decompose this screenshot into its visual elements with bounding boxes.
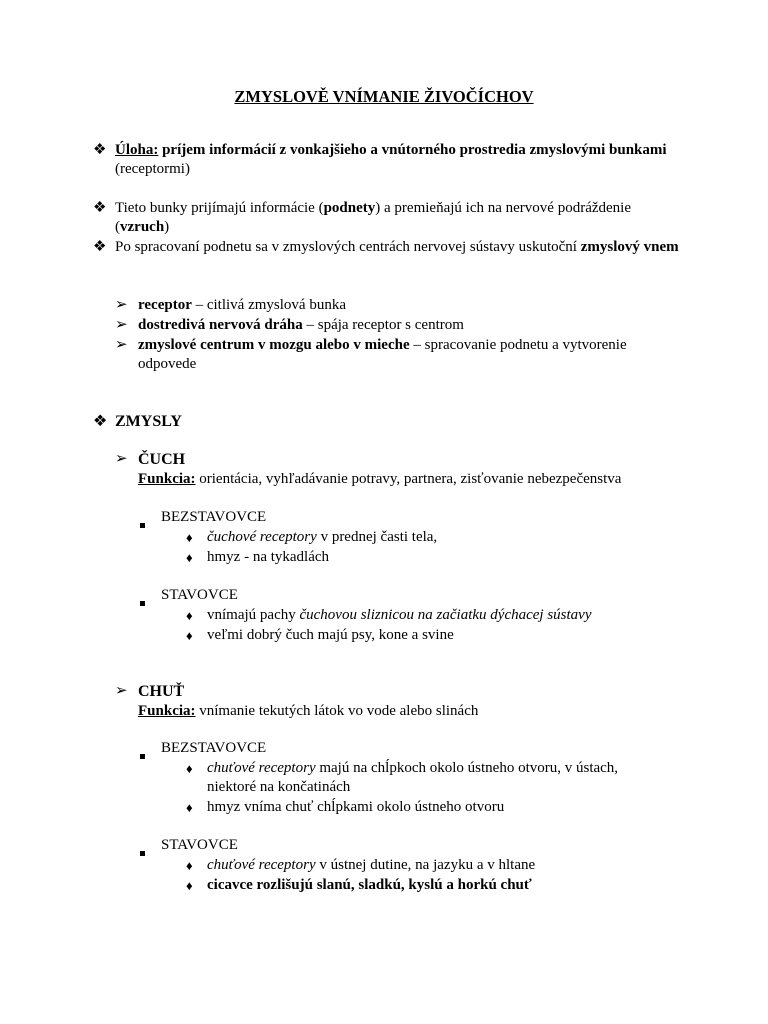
list-item <box>207 528 687 547</box>
stimuli-term: podnety <box>323 200 376 216</box>
diamond-small-icon: ♦ <box>186 530 193 545</box>
item-text: majú na chĺpkoch okolo ústneho otvoru, v ústach, <box>319 760 619 776</box>
function-text: orientácia, vyhľadávanie potravy, partnera, zisťovanie nebezpečenstva <box>199 471 622 487</box>
diamond-small-icon: ♦ <box>186 761 193 776</box>
arrow-bullet-icon: ➢ <box>115 451 128 467</box>
perception-term: zmyslový vnem <box>580 239 679 255</box>
cells-paragraph <box>115 199 685 237</box>
list-item: hmyz vníma chuť chĺpkami okolo ústneho otvoru <box>207 799 505 815</box>
chain-desc: – spracovanie podnetu a vytvorenie odpovede <box>138 337 627 372</box>
italic-term: chuťové receptory <box>207 760 316 776</box>
chain-desc: – citlivá zmyslová bunka <box>195 297 346 313</box>
arrow-bullet-icon: ➢ <box>115 683 128 699</box>
item-text: v prednej časti tela, <box>320 529 438 545</box>
taste-heading: CHUŤ <box>138 683 185 700</box>
smell-invertebrates-heading: BEZSTAVOVCE <box>161 509 267 525</box>
diamond-bullet-icon: ❖ <box>93 142 107 158</box>
page-title: ZMYSLOVĚ VNÍMANIE ŽIVOČÍCHOV <box>234 87 534 106</box>
diamond-small-icon: ♦ <box>186 878 193 893</box>
diamond-bullet-icon: ❖ <box>93 200 107 216</box>
smell-function <box>138 470 698 489</box>
cells-text-e: ) <box>164 219 170 235</box>
item-text: vnímajú pachy <box>207 607 296 623</box>
task-rest-text: (receptormi) <box>115 161 190 177</box>
chain-term: receptor <box>138 297 192 313</box>
square-bullet-icon <box>140 593 145 612</box>
list-item <box>207 759 687 778</box>
diamond-small-icon: ♦ <box>186 800 193 815</box>
chain-item <box>138 296 698 315</box>
chain-desc: – spája receptor s centrom <box>306 317 464 333</box>
taste-function <box>138 702 698 721</box>
item-text: v ústnej dutine, na jazyku a v hltane <box>319 857 536 873</box>
square-bullet-icon <box>140 843 145 862</box>
cells-text-c: ) a premieňajú ich na nervové podráždenie ( <box>115 200 631 235</box>
impulse-term: vzruch <box>120 219 165 235</box>
square-bullet-icon <box>140 746 145 765</box>
italic-term: čuchovou sliznicou na začiatku dýchacej sústavy <box>299 607 592 623</box>
diamond-small-icon: ♦ <box>186 608 193 623</box>
list-item <box>207 856 687 875</box>
list-item: hmyz - na tykadlách <box>207 549 330 565</box>
function-label: Funkcia: <box>138 703 196 719</box>
task-label: Úloha: <box>115 142 159 158</box>
chain-item <box>138 316 698 335</box>
diamond-bullet-icon: ❖ <box>93 413 108 430</box>
list-item: veľmi dobrý čuch majú psy, kone a svine <box>207 627 454 643</box>
function-label: Funkcia: <box>138 471 196 487</box>
list-item <box>207 606 687 625</box>
task-bold-text: príjem informácií z vonkajšieho a vnútorného prostredia zmyslovými bunkami <box>162 142 667 158</box>
diamond-small-icon: ♦ <box>186 858 193 873</box>
processing-paragraph <box>115 238 685 257</box>
chain-item <box>138 336 683 374</box>
diamond-small-icon: ♦ <box>186 628 193 643</box>
function-text: vnímanie tekutých látok vo vode alebo slinách <box>199 703 479 719</box>
arrow-bullet-icon: ➢ <box>115 337 128 353</box>
italic-term: chuťové receptory <box>207 857 316 873</box>
diamond-small-icon: ♦ <box>186 550 193 565</box>
list-item: cicavce rozlišujú slanú, sladkú, kyslú a horkú chuť <box>207 877 532 893</box>
processing-text: Po spracovaní podnetu sa v zmyslových centrách nervovej sústavy uskutoční <box>115 239 577 255</box>
taste-vertebrates-heading: STAVOVCE <box>161 837 238 853</box>
diamond-bullet-icon: ❖ <box>93 239 107 255</box>
arrow-bullet-icon: ➢ <box>115 297 128 313</box>
task-paragraph <box>115 141 675 179</box>
square-bullet-icon <box>140 515 145 534</box>
chain-term: zmyslové centrum v mozgu alebo v mieche <box>138 337 410 353</box>
smell-heading: ČUCH <box>138 451 186 468</box>
taste-invertebrates-heading: BEZSTAVOVCE <box>161 740 267 756</box>
chain-term: dostredivá nervová dráha <box>138 317 303 333</box>
italic-term: čuchové receptory <box>207 529 317 545</box>
list-item-continued: niektoré na končatinách <box>207 779 351 795</box>
arrow-bullet-icon: ➢ <box>115 317 128 333</box>
smell-vertebrates-heading: STAVOVCE <box>161 587 238 603</box>
cells-text-a: Tieto bunky prijímajú informácie ( <box>115 200 324 216</box>
section-heading: ZMYSLY <box>115 413 182 430</box>
